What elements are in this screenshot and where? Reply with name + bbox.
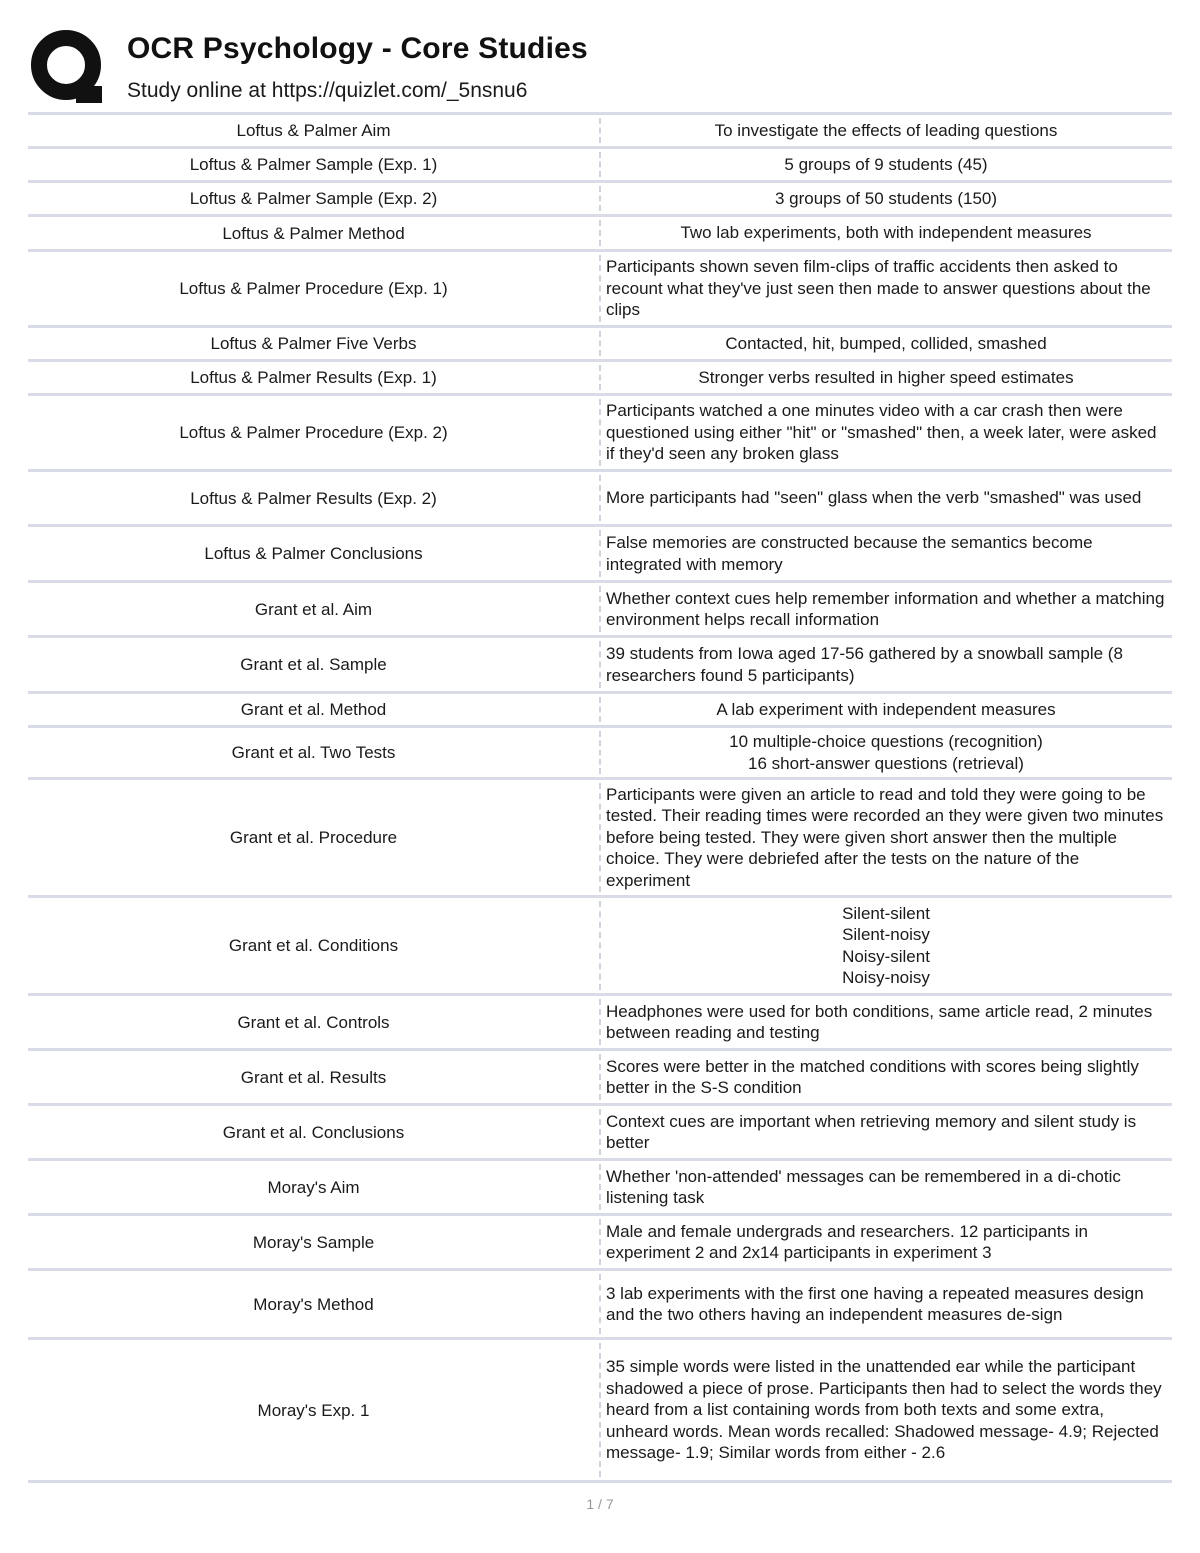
card-term: Moray's Method [253, 1294, 374, 1314]
card-definition-text: Headphones were used for both conditions, same article read, 2 minutes between reading and testing [606, 1001, 1153, 1042]
card-definition [603, 1340, 1172, 1480]
card-term: Grant et al. Sample [240, 655, 387, 674]
card-term: Grant et al. Procedure [229, 828, 398, 847]
page-indicator: 1 / 7 [586, 1496, 614, 1512]
card-definition [603, 1051, 1172, 1103]
flashcard-row [28, 728, 1172, 780]
card-definition-text: Context cues are important when retrieving memory and silent study is better [606, 1111, 1137, 1152]
card-term: Grant et al. Two Tests [231, 743, 396, 762]
card-definition [603, 362, 1172, 393]
flashcard-row [28, 996, 1172, 1051]
flashcard-row [28, 694, 1172, 728]
card-definition [603, 328, 1172, 359]
card-definition-line: 16 short-answer questions (retrieval) [748, 753, 1024, 773]
card-definition-text: False memories are constructed because the semantics become integrated with memory [606, 533, 1093, 574]
card-definition-text: Male and female undergrads and researchers. 12 participants in experiment 2 and 2x14 participants in experiment 3 [606, 1221, 1088, 1262]
card-definition-line: Noisy-silent [842, 946, 930, 966]
card-definition [603, 898, 1172, 993]
flashcard-row [28, 396, 1172, 472]
card-definition-text: A lab experiment with independent measures [716, 699, 1056, 719]
card-definition-text: Scores were better in the matched conditions with scores being slightly better in the S-S condition [606, 1056, 1139, 1097]
page-subtitle: Study online at https://quizlet.com/_5nsnu6 [127, 79, 528, 102]
card-definition-line: Silent-silent [842, 903, 930, 923]
card-definition-text: Stronger verbs resulted in higher speed estimates [698, 367, 1074, 387]
card-definition [603, 1216, 1172, 1268]
card-term: Loftus & Palmer Results (Exp. 2) [190, 488, 437, 508]
card-term: Loftus & Palmer Conclusions [204, 544, 423, 563]
card-definition-text: 3 lab experiments with the first one having a repeated measures design and the two others having an independent measures de-sign [606, 1283, 1144, 1324]
card-definition [603, 1161, 1172, 1213]
card-term: Grant et al. Conditions [228, 936, 399, 955]
card-term: Loftus & Palmer Sample (Exp. 2) [189, 189, 438, 208]
card-definition [603, 996, 1172, 1048]
card-term: Grant et al. Controls [237, 1012, 390, 1032]
card-definition-text: 5 groups of 9 students (45) [784, 154, 988, 174]
flashcard-row [28, 252, 1172, 328]
card-definition [603, 694, 1172, 725]
card-definition-text: Contacted, hit, bumped, collided, smashed [725, 333, 1047, 353]
card-definition-text: To investigate the effects of leading questions [714, 120, 1058, 140]
card-definition-line: Silent-noisy [842, 925, 930, 944]
card-definition [603, 183, 1172, 214]
card-term: Moray's Exp. 1 [257, 1400, 370, 1420]
flashcard-row [28, 1051, 1172, 1106]
card-definition-text: Two lab experiments, both with independent measures [680, 223, 1092, 243]
card-term: Grant et al. Aim [254, 599, 373, 619]
card-term: Loftus & Palmer Results (Exp. 1) [190, 368, 437, 387]
card-definition-text: Whether context cues help remember information and whether a matching environment helps recall information [606, 588, 1165, 629]
card-definition [603, 472, 1172, 524]
card-definition [603, 396, 1172, 469]
flashcard-row [28, 183, 1172, 217]
card-definition-text: 39 students from Iowa aged 17-56 gathered by a snowball sample (8 researchers found 5 participants) [606, 644, 1123, 685]
card-term: Moray's Sample [252, 1232, 375, 1252]
card-definition-text: Participants shown seven film-clips of traffic accidents then asked to recount what they've just seen then made to answer questions about the clips [606, 257, 1151, 320]
quizlet-logo-icon [30, 28, 106, 108]
card-term: Loftus & Palmer Method [222, 223, 405, 243]
card-definition-text: Whether 'non-attended' messages can be remembered in a di-chotic listening task [606, 1166, 1121, 1207]
flashcard-list [28, 112, 1172, 1483]
card-term: Grant et al. Results [240, 1067, 387, 1087]
card-definition-text: More participants had "seen" glass when the verb "smashed" was used [606, 488, 1142, 508]
card-definition [603, 527, 1172, 580]
flashcard-row [28, 362, 1172, 396]
flashcard-row [28, 472, 1172, 527]
card-term: Grant et al. Conclusions [222, 1122, 405, 1142]
flashcard-row [28, 1271, 1172, 1340]
card-definition-text: Participants were given an article to read and told they were going to be tested. Their reading times were recorded an they were given two minutes before being tested. They were given short answer then the multiple choice. They were debriefed after the tests on the nature of the experiment [606, 784, 1164, 890]
card-definition [603, 1106, 1172, 1158]
flashcard-row [28, 1161, 1172, 1216]
card-term: Grant et al. Method [240, 700, 387, 719]
card-definition [603, 780, 1172, 895]
card-definition [603, 728, 1172, 777]
card-definition [603, 115, 1172, 146]
flashcard-row [28, 217, 1172, 252]
flashcard-row [28, 780, 1172, 898]
flashcard-row [28, 1216, 1172, 1271]
card-definition-line: 10 multiple-choice questions (recognition) [729, 732, 1043, 751]
flashcard-row [28, 115, 1172, 149]
card-definition [603, 583, 1172, 635]
flashcard-row [28, 1340, 1172, 1483]
flashcard-row [28, 328, 1172, 362]
card-term: Loftus & Palmer Five Verbs [210, 334, 417, 353]
card-definition [603, 149, 1172, 180]
flashcard-row [28, 1106, 1172, 1161]
page-header [30, 26, 1170, 110]
card-definition-text: Participants watched a one minutes video with a car crash then were questioned using either "hit" or "smashed" then, a week later, were asked if they'd seen any broken glass [606, 401, 1157, 464]
card-term: Loftus & Palmer Sample (Exp. 1) [189, 155, 438, 174]
card-term: Loftus & Palmer Aim [236, 121, 391, 140]
card-term: Loftus & Palmer Procedure (Exp. 1) [179, 279, 448, 298]
flashcard-row [28, 149, 1172, 183]
card-definition [603, 1271, 1172, 1337]
card-definition-line: Noisy-noisy [842, 968, 930, 987]
card-definition [603, 217, 1172, 249]
card-term: Moray's Aim [267, 1177, 360, 1197]
page-title: OCR Psychology - Core Studies [127, 32, 588, 65]
card-definition [603, 638, 1172, 691]
card-definition-text: 35 simple words were listed in the unattended ear while the participant shadowed a piece of prose. Participants then had to select the words they heard from a list containing words from both texts and some extra, unheard words. Mean words recalled: Shadowed message- 4.9; Rejected message- 1.9; Similar words from either - 2.6 [606, 1357, 1162, 1463]
flashcard-row [28, 638, 1172, 694]
flashcard-row [28, 583, 1172, 638]
flashcard-row [28, 898, 1172, 996]
card-definition [603, 252, 1172, 325]
card-definition-text: 3 groups of 50 students (150) [774, 188, 998, 208]
flashcard-row [28, 527, 1172, 583]
card-term: Loftus & Palmer Procedure (Exp. 2) [179, 423, 448, 442]
